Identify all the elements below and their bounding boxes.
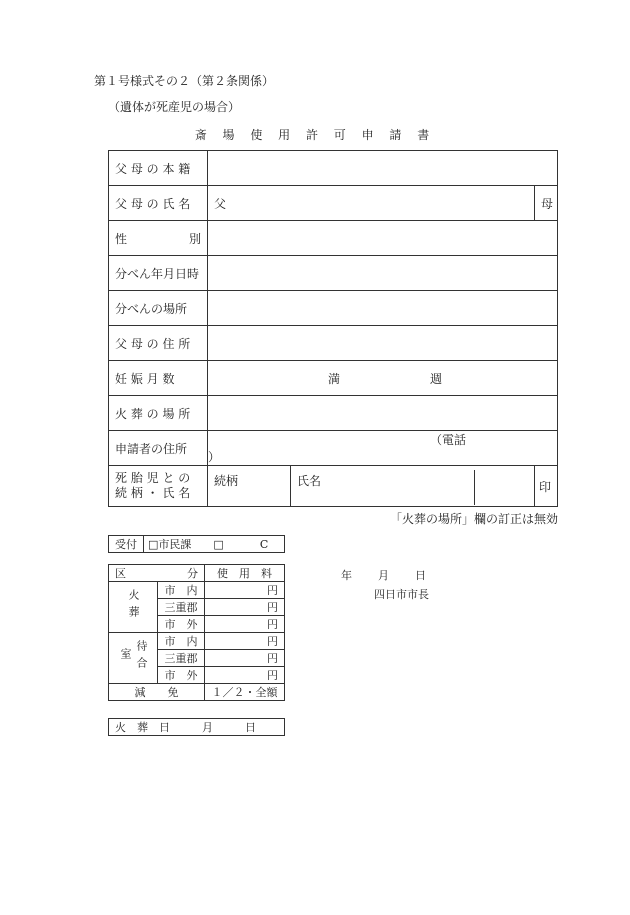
fee-group-cremation-label: 火葬 — [127, 588, 140, 623]
reduction-label: 減 免 — [109, 684, 205, 701]
mayor-name: 四日市市長 — [374, 588, 429, 601]
cremation-date-month: 月 — [202, 721, 213, 734]
fee-row-label: 市 内 — [158, 633, 205, 650]
label-birth-place: 分べんの場所 — [109, 291, 208, 326]
field-pregnancy[interactable] — [208, 361, 558, 396]
form-number: 第１号様式その２（第２条関係） — [94, 74, 275, 88]
field-sex[interactable] — [208, 221, 558, 256]
issue-month: 月 — [378, 569, 389, 582]
relation-label: 続柄 — [214, 474, 239, 488]
label-parent-names: 父 母 の 氏 名 — [109, 186, 208, 221]
reception-label: 受付 — [109, 536, 144, 553]
label-birth-time: 分べん年月日時 — [109, 256, 208, 291]
issue-year: 年 — [341, 569, 352, 582]
field-applicant-address[interactable] — [208, 431, 558, 466]
application-form-table — [108, 150, 558, 507]
label-sex-b: 別 — [188, 231, 201, 246]
fee-row-label: 市 内 — [158, 582, 205, 599]
label-sex-a: 性 — [115, 231, 128, 246]
fee-header-kubun-a: 区 — [115, 567, 126, 580]
fee-row-label: 市 外 — [158, 667, 205, 684]
label-relation-2: 続 柄 ・ 氏 名 — [115, 486, 191, 500]
reduction-value[interactable]: １／２・全額 — [205, 684, 285, 701]
seal-box[interactable] — [474, 470, 559, 505]
page-title: 斎 場 使 用 許 可 申 請 書 — [194, 128, 436, 142]
father-label: 父 — [214, 196, 227, 211]
label-honseki: 父 母 の 本 籍 — [109, 151, 208, 186]
issue-day: 日 — [415, 569, 426, 582]
fee-header-kubun — [109, 565, 205, 582]
reception-field[interactable] — [144, 536, 285, 553]
fee-group-cremation — [109, 582, 158, 633]
label-pregnancy: 妊 娠 月 数 — [109, 361, 208, 396]
field-mother-name[interactable] — [535, 186, 558, 221]
field-cremation-place[interactable] — [208, 396, 558, 431]
field-parent-address[interactable] — [208, 326, 558, 361]
fee-cell[interactable]: 円 — [205, 599, 285, 616]
fee-group-waiting-label: 待合室 — [119, 639, 148, 674]
fee-header-kubun-b: 分 — [187, 567, 198, 580]
name-label: 氏名 — [297, 474, 322, 488]
fee-group-waiting — [109, 633, 158, 684]
field-relation[interactable] — [208, 466, 291, 507]
fee-cell[interactable]: 円 — [205, 650, 285, 667]
cremation-date-label: 火 葬 日 — [115, 721, 170, 734]
cremation-date-table — [108, 718, 285, 736]
reception-c: C — [259, 538, 269, 551]
fee-row-label: 三重郡 — [158, 650, 205, 667]
field-father-name[interactable] — [208, 186, 535, 221]
fee-header-fee: 使 用 料 — [205, 565, 285, 582]
cremation-date-day: 日 — [245, 721, 256, 734]
fee-row-label: 市 外 — [158, 616, 205, 633]
cremation-date-field[interactable] — [109, 719, 285, 736]
label-cremation-place: 火 葬 の 場 所 — [109, 396, 208, 431]
fee-cell[interactable]: 円 — [205, 633, 285, 650]
label-applicant-address: 申請者の住所 — [109, 431, 208, 466]
label-sex — [109, 221, 208, 256]
phone-close: ） — [208, 450, 221, 464]
field-honseki[interactable] — [208, 151, 558, 186]
issue-date — [341, 567, 426, 583]
phone-open: （電話 — [430, 433, 467, 447]
man-label: 満 — [328, 371, 341, 386]
field-birth-place[interactable] — [208, 291, 558, 326]
reception-dept: □市民課 — [148, 538, 192, 551]
label-relation-1: 死 胎 児 と の — [115, 471, 191, 485]
fee-cell[interactable]: 円 — [205, 616, 285, 633]
field-birth-time[interactable] — [208, 256, 558, 291]
fee-table — [108, 564, 285, 701]
label-relation — [109, 466, 208, 507]
fee-row-label: 三重郡 — [158, 599, 205, 616]
reception-table — [108, 535, 285, 553]
reception-box: □ — [213, 538, 224, 551]
fee-cell[interactable]: 円 — [205, 582, 285, 599]
mother-label: 母 — [541, 196, 554, 211]
form-subtitle: （遺体が死産児の場合） — [108, 100, 241, 114]
seal-label: 印 — [535, 466, 558, 507]
label-parent-address: 父 母 の 住 所 — [109, 326, 208, 361]
correction-note: 「火葬の場所」欄の訂正は無効 — [389, 512, 558, 526]
fee-cell[interactable]: 円 — [205, 667, 285, 684]
weeks-label: 週 — [430, 371, 443, 386]
